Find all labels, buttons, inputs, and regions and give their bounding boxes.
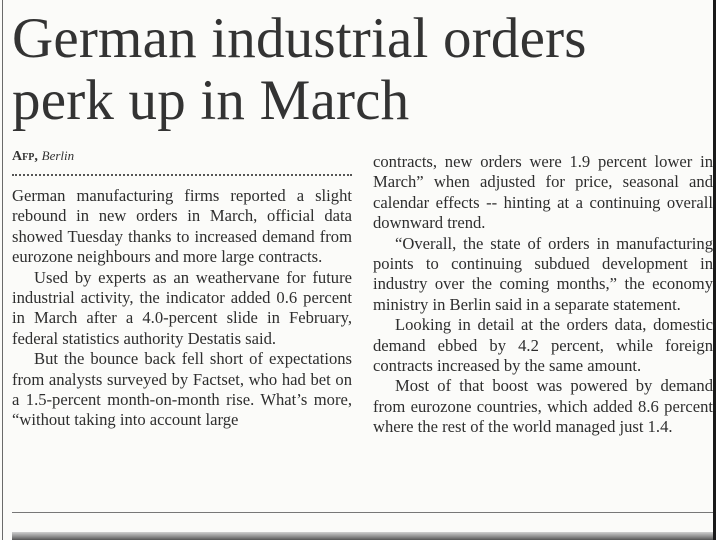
paragraph: German manufacturing firms reported a slight rebound in new orders in March, official data showed Tuesday thanks to increased demand from eurozone neighbours and more large contracts.	[12, 186, 352, 267]
article-column-2	[373, 152, 713, 438]
paragraph: Looking in detail at the orders data, domestic demand ebbed by 4.2 percent, while foreign contracts increased by the same amount.	[373, 315, 713, 376]
article-column-1	[12, 186, 352, 431]
paragraph: “Overall, the state of orders in manufacturing points to continuing subdued development in industry over the coming months,” the economy ministry in Berlin said in a separate statement.	[373, 233, 713, 314]
paragraph: contracts, new orders were 1.9 percent lower in March” when adjusted for price, seasonal and calendar effects -- hinting at a continuing overall downward trend.	[373, 152, 713, 233]
paragraph: Used by experts as an weathervane for future industrial activity, the indicator added 0.6 percent in March after a 4.0-percent slide in February, federal statistics authority Destatis said.	[12, 267, 352, 348]
paragraph: Most of that boost was powered by demand from eurozone countries, which added 8.6 percent where the rest of the world managed just 1.4.	[373, 376, 713, 437]
byline-city: Berlin	[41, 148, 75, 163]
bottom-divider	[12, 512, 713, 513]
byline-agency: Afp,	[12, 149, 38, 164]
paragraph: But the bounce back fell short of expectations from analysts surveyed by Factset, who had bet on a 1.5-percent month-on-month rise. What’s more, “without taking into account large	[12, 349, 352, 430]
next-article-photo-edge	[12, 532, 713, 540]
byline-divider	[12, 174, 352, 176]
headline-line-2: perk up in March	[12, 69, 410, 132]
left-column-rule	[2, 0, 3, 540]
byline	[12, 148, 74, 165]
headline	[12, 8, 712, 132]
headline-line-1: German industrial orders	[12, 7, 587, 70]
